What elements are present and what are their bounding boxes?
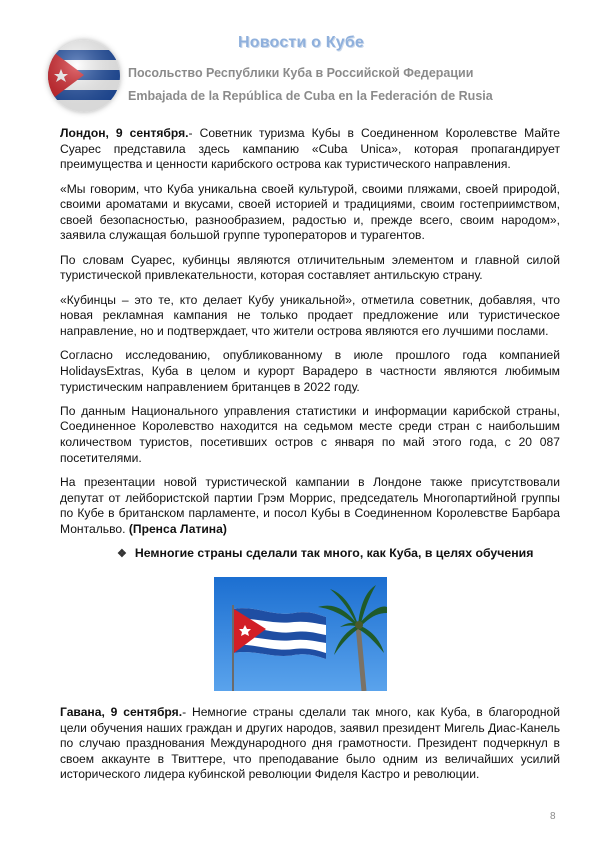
article-2 <box>60 705 560 783</box>
article-2-headline <box>117 546 533 560</box>
page-number: 8 <box>550 811 556 822</box>
paragraph-5: Согласно исследованию, опубликованному в июле прошлого года компанией HolidaysExtras, Куба в целом и курорт Варадеро в частности являются любимым туристическим направлением британцев в 2022 году. <box>60 348 560 394</box>
paragraph-1 <box>60 126 560 173</box>
header-title: Новости о Кубе <box>238 34 364 51</box>
article-2-paragraph <box>60 705 560 783</box>
paragraph-1-text: - Советник туризма Кубы в Соединенном Королевстве Майте Суарес представила здесь кампанию «Cuba Unica», которая пропагандирует преимущества и ценности карибского острова как туристического направления. <box>60 126 560 172</box>
article-1 <box>60 126 560 546</box>
paragraph-2: «Мы говорим, что Куба уникальна своей культурой, своими пляжами, своей природой, своими ароматами и вкусами, своей историей и традициями, своим гостеприимством, своей безопасностью, разнообразием, радостью и, прежде всего, своим народом», заявила служащая большой группе туроператоров и турагентов. <box>60 181 560 243</box>
header-subtitle-ru: Посольство Республики Куба в Российской Федерации <box>128 66 474 80</box>
dateline: Лондон, 9 сентября. <box>60 126 189 140</box>
paragraph-7-text: На презентации новой туристической кампании в Лондоне также присутствовали депутат от лейбористской партии Грэм Моррис, председатель Многопартийной группы по Кубе в британском парламенте, и посол Кубы в Соединенном Королевстве Барбара Монтальво. <box>60 475 560 536</box>
article-2-text: - Немногие страны сделали так много, как Куба, в благородной цели обучения наших граждан и других народов, заявил президент Мигель Диас-Канель по случаю празднования Международного дня грамотности. Президент подчеркнул в своем аккаунте в Твиттере, что преподавание было одним из величайших усилий исторического лидера кубинской революции Фиделя Кастро и революции. <box>60 705 560 782</box>
source-credit: (Пренса Латина) <box>128 521 227 536</box>
paragraph-3: По словам Суарес, кубинцы являются отличительным элементом и главной силой туристической привлекательности, которая составляет антильскую страну. <box>60 252 560 283</box>
headline-text: Немногие страны сделали так много, как Куба, в целях обучения <box>134 546 534 560</box>
header-subtitle-es: Embajada de la República de Cuba en la Federación de Rusia <box>128 89 493 103</box>
paragraph-6: По данным Национального управления статистики и информации карибской страны, Соединенное Королевство находится на седьмом месте среди стран с наибольшим количеством туристов, посетивших остров с января по май этого года, с 20 087 посетителями. <box>60 403 560 465</box>
paragraph-4: «Кубинцы – это те, кто делает Кубу уникальной», отметила советник, добавляя, что новая рекламная кампания не только продает предложение или туристическое направление, но и подтверждает, что жители острова являются его лучшими послами. <box>60 292 560 338</box>
paragraph-7 <box>60 475 560 537</box>
diamond-bullet-icon: ❖ <box>117 548 127 560</box>
dateline-2: Гавана, 9 сентября. <box>60 705 183 719</box>
cuban-flag-palm-photo <box>214 577 387 691</box>
